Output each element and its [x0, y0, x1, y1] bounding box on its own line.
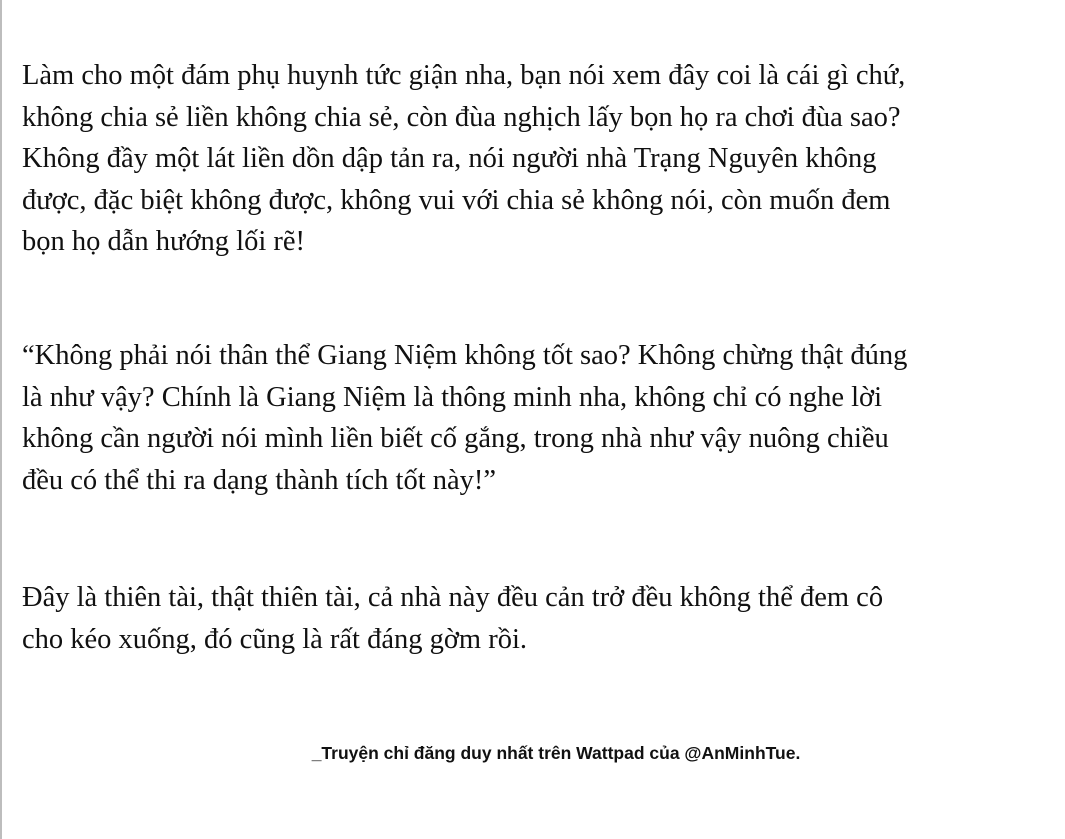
text-line: bọn họ dẫn hướng lối rẽ! — [22, 226, 306, 257]
text-line: không cần người nói mình liền biết cố gắng, trong nhà như vậy nuông chiều — [22, 423, 889, 454]
text-line: không chia sẻ liền không chia sẻ, còn đùa nghịch lấy bọn họ ra chơi đùa sao? — [22, 101, 901, 133]
text-line: đều có thể thi ra dạng thành tích tốt này!” — [22, 464, 497, 496]
page-edge-divider — [0, 0, 2, 839]
text-line: Không đầy một lát liền dồn dập tản ra, nói người nhà Trạng Nguyên không — [22, 143, 877, 174]
paragraph-3 — [22, 577, 883, 660]
author-credit: _Truyện chỉ đăng duy nhất trên Wattpad của @AnMinhTue. — [311, 743, 801, 763]
text-line: cho kéo xuống, đó cũng là rất đáng gờm rồi. — [22, 623, 527, 655]
text-line: được, đặc biệt không được, không vui với chia sẻ không nói, còn muốn đem — [22, 184, 891, 216]
text-line: Đây là thiên tài, thật thiên tài, cả nhà này đều cản trở đều không thể đem cô — [22, 582, 884, 613]
paragraph-2 — [22, 335, 907, 501]
text-line: là như vậy? Chính là Giang Niệm là thông minh nha, không chỉ có nghe lời — [22, 381, 883, 413]
text-line: “Không phải nói thân thể Giang Niệm không tốt sao? Không chừng thật đúng — [22, 340, 908, 371]
paragraph-1 — [22, 55, 905, 263]
text-line: Làm cho một đám phụ huynh tức giận nha, bạn nói xem đây coi là cái gì chứ, — [22, 60, 906, 91]
